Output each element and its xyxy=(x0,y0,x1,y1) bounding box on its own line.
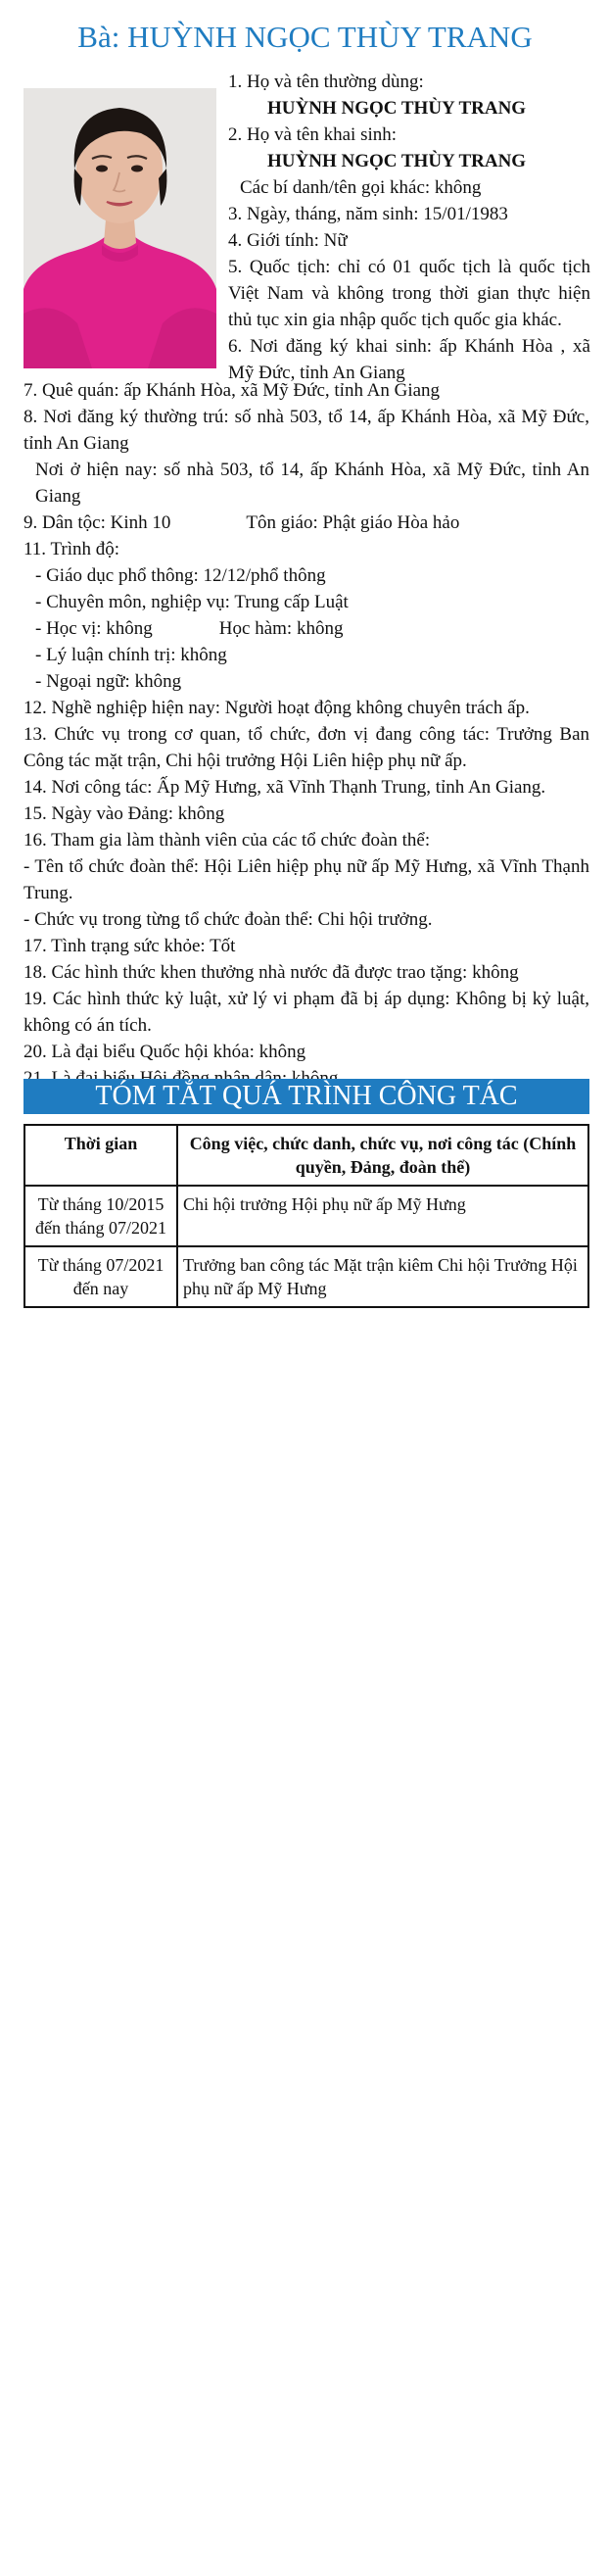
degree-row xyxy=(23,615,589,642)
row-description: Chi hội trưởng Hội phụ nữ ấp Mỹ Hưng xyxy=(177,1186,588,1246)
national-assembly-delegate: 20. Là đại biểu Quốc hội khóa: không xyxy=(23,1042,306,1062)
column-header-time: Thời gian xyxy=(24,1125,177,1186)
row-time: Từ tháng 07/2021 đến nay xyxy=(24,1246,177,1307)
awards: 18. Các hình thức khen thưởng nhà nước đã được trao tặng: không xyxy=(23,962,519,983)
organization-membership: 16. Tham gia làm thành viên của các tổ chức đoàn thể: xyxy=(23,830,431,851)
current-occupation: 12. Nghề nghiệp hiện nay: Người hoạt động không chuyên trách ấp. xyxy=(23,698,530,718)
aliases: Các bí danh/tên gọi khác: không xyxy=(240,177,482,198)
ethnicity-religion-row xyxy=(23,510,589,536)
current-position: 13. Chức vụ trong cơ quan, tổ chức, đơn vị đang công tác: Trưởng Ban Công tác mặt trận, Chi hội trưởng Hội Liên hiệp phụ nữ ấp. xyxy=(23,724,589,771)
birth-name-label: 2. Họ và tên khai sinh: xyxy=(228,124,398,145)
page-title: Bà: HUỲNH NGỌC THÙY TRANG xyxy=(77,20,533,54)
common-name-label: 1. Họ và tên thường dùng: xyxy=(228,72,424,92)
birth-registration-place: 6. Nơi đăng ký khai sinh: ấp Khánh Hòa , xã Mỹ Đức, tỉnh An Giang xyxy=(228,336,590,383)
academic-degree: - Học vị: không xyxy=(35,618,153,639)
education-heading: 11. Trình độ: xyxy=(23,539,120,559)
academic-title: Học hàm: không xyxy=(218,618,344,639)
common-name-value: HUỲNH NGỌC THÙY TRANG xyxy=(267,98,527,119)
row-description: Trưởng ban công tác Mặt trận kiêm Chi hội Trưởng Hội phụ nữ ấp Mỹ Hưng xyxy=(177,1246,588,1307)
current-residence: Nơi ở hiện nay: số nhà 503, tổ 14, ấp Khánh Hòa, xã Mỹ Đức, tỉnh An Giang xyxy=(35,460,589,507)
general-education: - Giáo dục phổ thông: 12/12/phổ thông xyxy=(35,565,326,586)
ethnicity: 9. Dân tộc: Kinh 10 xyxy=(23,512,171,533)
political-theory: - Lý luận chính trị: không xyxy=(35,645,227,665)
discipline: 19. Các hình thức kỷ luật, xử lý vi phạm đã bị áp dụng: Không bị kỷ luật, không có án tích. xyxy=(23,989,589,1036)
birth-name-value: HUỲNH NGỌC THÙY TRANG xyxy=(267,151,527,171)
gender: 4. Giới tính: Nữ xyxy=(228,230,348,251)
portrait-illustration xyxy=(23,88,216,368)
party-join-date: 15. Ngày vào Đảng: không xyxy=(23,803,225,824)
workplace: 14. Nơi công tác: Ấp Mỹ Hưng, xã Vĩnh Thạnh Trung, tỉnh An Giang. xyxy=(23,777,546,798)
table-row xyxy=(24,1186,588,1246)
nationality: 5. Quốc tịch: chỉ có 01 quốc tịch là quốc tịch Việt Nam và không trong thời gian thực hiện thủ tục xin gia nhập quốc tịch quốc gia khác. xyxy=(228,257,590,330)
portrait-photo xyxy=(23,88,216,368)
hometown: 7. Quê quán: ấp Khánh Hòa, xã Mỹ Đức, tỉnh An Giang xyxy=(23,380,441,401)
table-row xyxy=(24,1246,588,1307)
professional-qualification: - Chuyên môn, nghiệp vụ: Trung cấp Luật xyxy=(35,592,349,612)
organization-role: - Chức vụ trong từng tổ chức đoàn thể: Chi hội trưởng. xyxy=(23,909,433,930)
personal-info-bottom xyxy=(23,377,589,1092)
religion: Tôn giáo: Phật giáo Hòa hảo xyxy=(246,512,460,533)
personal-info-top xyxy=(228,69,590,386)
date-of-birth: 3. Ngày, tháng, năm sinh: 15/01/1983 xyxy=(228,204,508,224)
organization-name: - Tên tổ chức đoàn thể: Hội Liên hiệp phụ nữ ấp Mỹ Hưng, xã Vĩnh Thạnh Trung. xyxy=(23,856,589,903)
work-history-table xyxy=(23,1124,589,1308)
permanent-residence: 8. Nơi đăng ký thường trú: số nhà 503, tổ 14, ấp Khánh Hòa, xã Mỹ Đức, tỉnh An Giang xyxy=(23,407,589,454)
work-history-heading: TÓM TẮT QUÁ TRÌNH CÔNG TÁC xyxy=(23,1079,589,1114)
foreign-language: - Ngoại ngữ: không xyxy=(35,671,182,692)
health-status: 17. Tình trạng sức khỏe: Tốt xyxy=(23,936,236,956)
column-header-description: Công việc, chức danh, chức vụ, nơi công tác (Chính quyền, Đảng, đoàn thể) xyxy=(177,1125,588,1186)
table-header-row xyxy=(24,1125,588,1186)
row-time: Từ tháng 10/2015 đến tháng 07/2021 xyxy=(24,1186,177,1246)
